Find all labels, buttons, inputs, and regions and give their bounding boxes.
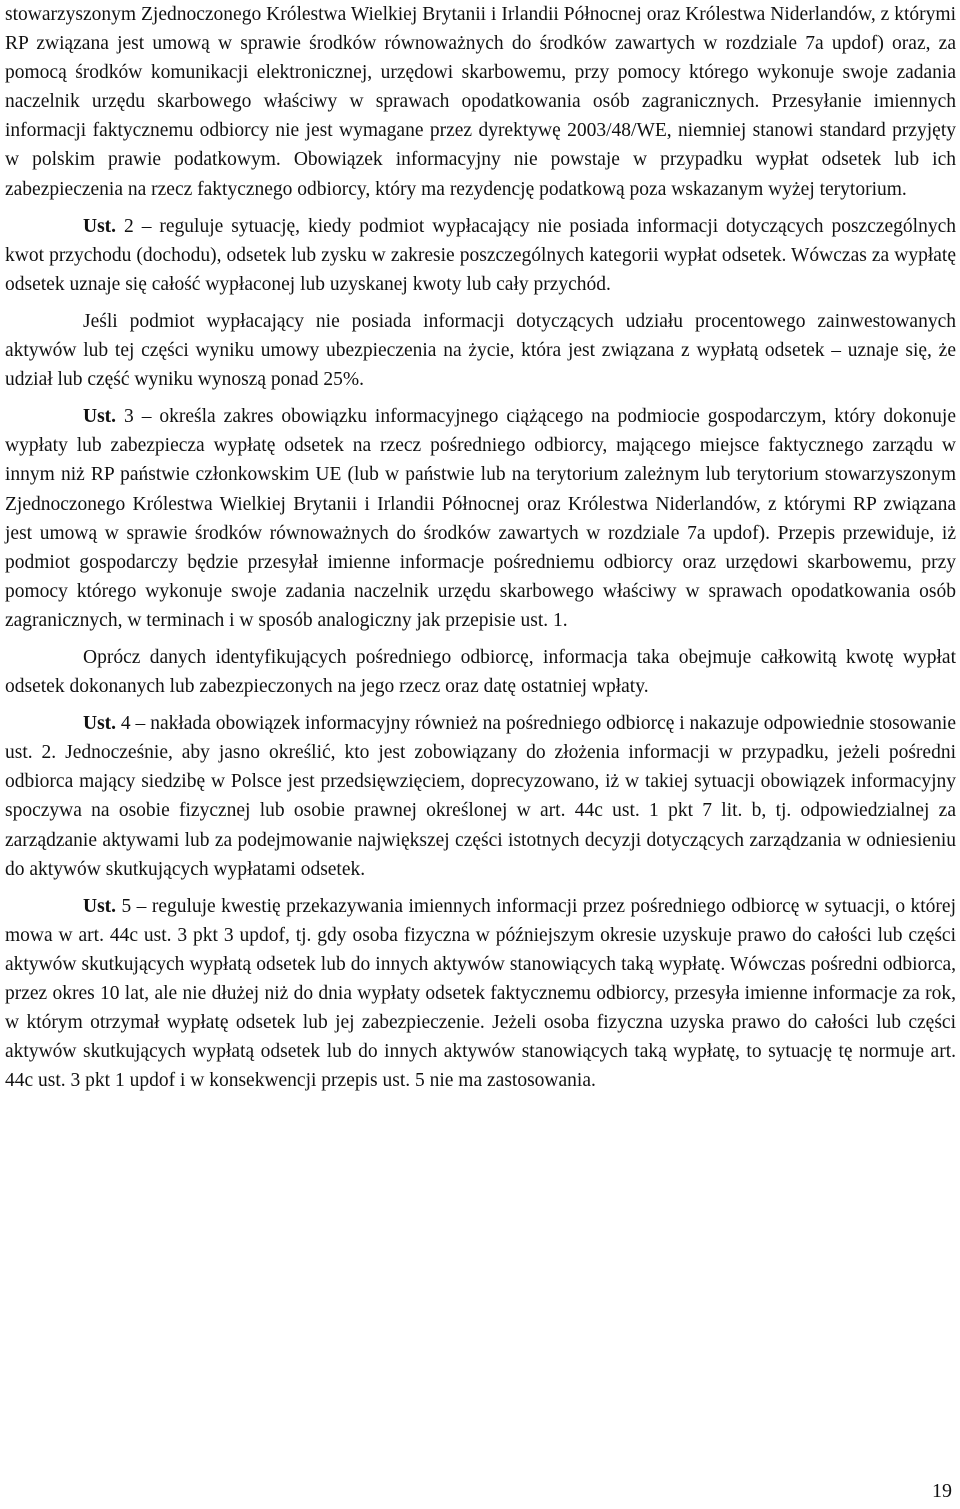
paragraph-ust-3 <box>5 402 956 635</box>
paragraph-continuation: stowarzyszonym Zjednoczonego Królestwa Wielkiej Brytanii i Irlandii Północnej oraz Królestwa Niderlandów, z którymi RP związana jest umową w sprawie środków równoważnych do środków zawartych w rozdziale 7a updof) oraz, za pomocą środków komunikacji elektronicznej, urzędowi skarbowemu, przy pomocy którego wykonuje swoje zadania naczelnik urzędu skarbowego właściwy w sprawach opodatkowania osób zagranicznych. Przesyłanie imiennych informacji faktycznemu odbiorcy nie jest wymagane przez dyrektywę 2003/48/WE, niemniej stanowi standard przyjęty w polskim prawie podatkowym. Obowiązek informacyjny nie powstaje w przypadku wypłat odsetek lub ich zabezpieczenia na rzecz faktycznego odbiorcy, który ma rezydencję podatkową poza wskazanym wyżej terytorium. <box>5 4 956 200</box>
paragraph-ust-5 <box>5 892 956 1096</box>
ust-label: Ust. <box>83 406 117 428</box>
paragraph-text: 2 – reguluje sytuację, kiedy podmiot wypłacający nie posiada informacji dotyczących poszczególnych kwot przychodu (dochodu), odsetek lub zysku w zakresie poszczególnych kategorii wypłat odsetek. Wówczas za wypłatę odsetek uznaje się całość wypłaconej lub uzyskanej kwoty lub cały przychód. <box>5 215 956 295</box>
paragraph-ust-2 <box>5 212 956 299</box>
paragraph-ust-4 <box>5 709 956 884</box>
paragraph-udzial-procentowy: Jeśli podmiot wypłacający nie posiada informacji dotyczących udziału procentowego zainwestowanych aktywów lub tej części wyniku umowy ubezpieczenia na życie, która jest związana z wypłatą odsetek – uznaje się, że udział lub część wyniku wynoszą ponad 25%. <box>5 310 956 391</box>
paragraph-text: 4 – nakłada obowiązek informacyjny również na pośredniego odbiorcę i nakazuje odpowiednie stosowanie ust. 2. Jednocześnie, aby jasno określić, kto jest zobowiązany do złożenia informacji w przypadku, jeżeli pośredni odbiorca mający siedzibę w Polsce jest przedsięwzięciem, doprecyzowano, iż w takiej sytuacji obowiązek informacyjny spoczywa na osobie fizycznej lub osobie prawnej określonej w art. 44c ust. 1 pkt 7 lit. b, tj. odpowiedzialnej za zarządzanie aktywami lub za podejmowanie największej części istotnych decyzji dotyczących zarządzania w odniesieniu do aktywów skutkujących wypłatami odsetek. <box>5 713 956 880</box>
paragraph-text: 3 – określa zakres obowiązku informacyjnego ciążącego na podmiocie gospodarczym, który dokonuje wypłaty lub zabezpiecza wypłatę odsetek na rzecz pośredniego odbiorcy, mającego miejsce faktycznego zarządu w innym niż RP państwie członkowskim UE (lub w państwie lub na terytorium zależnym lub terytorium stowarzyszonym Zjednoczonego Królestwa Wielkiej Brytanii i Irlandii Północnej oraz Królestwa Niderlandów, z którymi RP związana jest umową w sprawie środków równoważnych do środków zawartych w rozdziale 7a updof). Przepis przewiduje, iż podmiot gospodarczy będzie przesyłał imienne informacje pośredniemu odbiorcy oraz urzędowi skarbowemu, przy pomocy którego wykonuje swoje zadania naczelnik urzędu skarbowego właściwy w sprawach opodatkowania osób zagranicznych, w terminach i w sposób analogiczny jak przepisie ust. 1. <box>5 406 956 631</box>
ust-label: Ust. <box>83 215 117 237</box>
page-number: 19 <box>932 1480 952 1502</box>
ust-label: Ust. <box>83 895 117 917</box>
paragraph-dane-identyfikujace: Oprócz danych identyfikujących pośredniego odbiorcę, informacja taka obejmuje całkowitą kwotę wypłat odsetek dokonanych lub zabezpieczonych na jego rzecz oraz datę ostatniej wpłaty. <box>5 646 956 698</box>
document-page <box>5 0 956 1095</box>
ust-label: Ust. <box>83 713 117 735</box>
paragraph-text: 5 – reguluje kwestię przekazywania imiennych informacji przez pośredniego odbiorcę w sytuacji, o której mowa w art. 44c ust. 3 pkt 3 updof, tj. gdy osoba fizyczna w późniejszym okresie uzyskuje prawo do całości lub części aktywów skutkujących wypłatą odsetek lub do innych aktywów stanowiących taką wypłatę. Wówczas pośredni odbiorca, przez okres 10 lat, ale nie dłużej niż do dnia wypłaty odsetek faktycznemu odbiorcy, przesyła imienne informacje za rok, w którym otrzymał wypłatę odsetek lub jej zabezpieczenie. Jeżeli osoba fizyczna uzyska prawo do całości lub części aktywów skutkujących wypłatą odsetek lub do innych aktywów stanowiących taką wypłatę, to sytuację tę normuje art. 44c ust. 3 pkt 1 updof i w konsekwencji przepis ust. 5 nie ma zastosowania. <box>5 895 956 1092</box>
